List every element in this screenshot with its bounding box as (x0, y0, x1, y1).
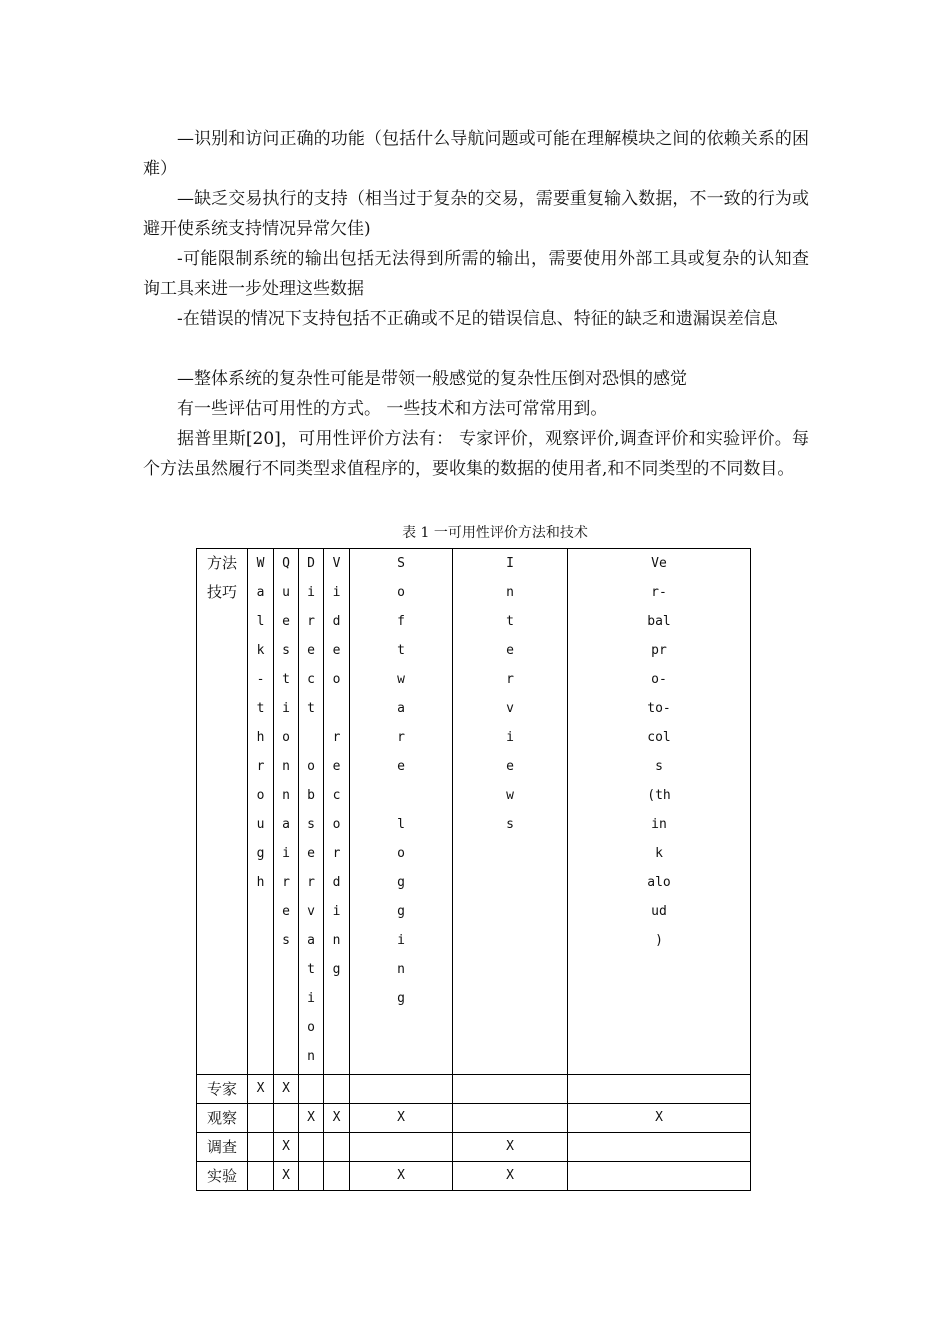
technique-header-char: a (256, 585, 265, 600)
technique-header-char: r (307, 875, 315, 890)
technique-header-char: o (307, 759, 315, 774)
technique-header-char: o (307, 1020, 315, 1035)
mark-cell: X (453, 1162, 568, 1191)
technique-header-char: l (397, 817, 405, 832)
technique-header-char: r (397, 730, 405, 745)
mark-cell: X (248, 1075, 274, 1104)
mark-cell: X (350, 1162, 453, 1191)
technique-header-char (324, 694, 349, 723)
technique-header-char: r (506, 672, 514, 687)
mark-cell: X (274, 1133, 299, 1162)
corner-label-techniques: 技巧 (206, 583, 237, 601)
technique-header-char: bal (647, 614, 671, 629)
technique-header-char: col (647, 730, 671, 745)
method-label: 实验 (197, 1162, 248, 1191)
technique-header-char: g (397, 991, 405, 1006)
mark-cell (350, 1075, 453, 1104)
table-body (197, 1075, 751, 1191)
mark-cell (453, 1104, 568, 1133)
table-row (197, 1104, 751, 1133)
mark-cell (248, 1162, 274, 1191)
mark-cell: X (274, 1075, 299, 1104)
paragraph-5: —整体系统的复杂性可能是带领一般感觉的复杂性压倒对恐惧的感觉 (177, 369, 687, 389)
technique-header-char: ud (651, 904, 667, 919)
corner-header (197, 549, 248, 1075)
technique-header-char (350, 781, 452, 810)
mark-cell (299, 1133, 324, 1162)
technique-header-char: e (332, 643, 341, 658)
technique-header (453, 549, 568, 1075)
technique-header (350, 549, 453, 1075)
technique-header-char: n (332, 933, 341, 948)
technique-header-char: e (332, 759, 341, 774)
technique-header-char: n (282, 759, 290, 774)
table-row (197, 1162, 751, 1191)
table-caption: 表 1 一可用性评价方法和技术 (402, 525, 588, 541)
mark-cell (568, 1075, 751, 1104)
technique-header-char: a (307, 933, 315, 948)
mark-cell: X (274, 1162, 299, 1191)
technique-header-char: g (332, 962, 341, 977)
method-label: 专家 (197, 1075, 248, 1104)
technique-header-char: s (307, 817, 315, 832)
mark-cell (324, 1075, 350, 1104)
technique-header-char: k (655, 846, 663, 861)
technique-header-char: e (307, 846, 315, 861)
technique-header-char: - (256, 672, 265, 687)
technique-header-char: o (332, 672, 341, 687)
mark-cell (350, 1133, 453, 1162)
technique-header-char: v (307, 904, 315, 919)
technique-header-char: g (397, 904, 405, 919)
technique-header-char: s (506, 817, 514, 832)
mark-cell (568, 1133, 751, 1162)
technique-header-char: r (307, 614, 315, 629)
technique-header (568, 549, 751, 1075)
usability-methods-table (196, 548, 751, 1191)
technique-header-char: e (397, 759, 405, 774)
mark-cell: X (299, 1104, 324, 1133)
technique-header-char: i (397, 933, 405, 948)
technique-header (248, 549, 274, 1075)
technique-header-char: t (256, 701, 265, 716)
technique-header-char: Ve (651, 556, 667, 571)
mark-cell (299, 1162, 324, 1191)
technique-header-char: D (307, 556, 315, 571)
technique-header-char: e (307, 643, 315, 658)
technique-header-char: r (282, 875, 290, 890)
technique-header-char: i (282, 701, 290, 716)
technique-header-char: t (506, 614, 514, 629)
paragraph-2: —缺乏交易执行的支持（相当过于复杂的交易，需要重复输入数据，不一致的行为或避开使系统支持情况异常欠佳) (143, 189, 809, 239)
mark-cell (453, 1075, 568, 1104)
technique-header-char: i (307, 991, 315, 1006)
technique-header-char: t (282, 672, 290, 687)
mark-cell (324, 1162, 350, 1191)
corner-label-methods: 方法 (206, 554, 237, 572)
technique-header-char: e (282, 614, 290, 629)
technique-header-char: s (655, 759, 663, 774)
technique-header-char: in (651, 817, 667, 832)
technique-header (274, 549, 299, 1075)
paragraph-6: 有一些评估可用性的方式。 一些技术和方法可常常用到。 (177, 399, 608, 419)
technique-header-char: s (282, 933, 290, 948)
mark-cell: X (324, 1104, 350, 1133)
table-row (197, 1075, 751, 1104)
technique-header-char: d (332, 614, 341, 629)
technique-header-char: o (397, 846, 405, 861)
technique-header-char: W (256, 556, 265, 571)
technique-header-char: g (256, 846, 265, 861)
technique-header (324, 549, 350, 1075)
technique-header-char: s (282, 643, 290, 658)
technique-header-char: h (256, 730, 265, 745)
technique-header-char (299, 723, 323, 752)
technique-header-char: f (397, 614, 405, 629)
technique-header-char: pr (651, 643, 667, 658)
technique-header-char: i (332, 904, 341, 919)
technique-header-char: n (282, 788, 290, 803)
technique-header-char: a (397, 701, 405, 716)
technique-header-char: r (332, 730, 341, 745)
technique-header-char: h (256, 875, 265, 890)
technique-header-char: V (332, 556, 341, 571)
mark-cell (324, 1133, 350, 1162)
technique-header-char: g (397, 875, 405, 890)
technique-header-char: r- (651, 585, 667, 600)
technique-header-char: S (397, 556, 405, 571)
paragraph-4: -在错误的情况下支持包括不正确或不足的错误信息、特征的缺乏和遗漏误差信息 (177, 309, 778, 329)
technique-header-char: e (506, 643, 514, 658)
technique-header-char: o (397, 585, 405, 600)
mark-cell (248, 1104, 274, 1133)
technique-header-char: w (397, 672, 405, 687)
technique-header-char: l (256, 614, 265, 629)
mark-cell: X (453, 1133, 568, 1162)
technique-header-char: u (256, 817, 265, 832)
technique-header-char: I (506, 556, 514, 571)
mark-cell: X (350, 1104, 453, 1133)
technique-header-char: v (506, 701, 514, 716)
technique-header-char: t (397, 643, 405, 658)
technique-header-char: Q (282, 556, 290, 571)
paragraph-1: —识别和访问正确的功能（包括什么导航问题或可能在理解模块之间的依赖关系的困难） (143, 129, 809, 179)
mark-cell: X (568, 1104, 751, 1133)
mark-cell (568, 1162, 751, 1191)
mark-cell (299, 1075, 324, 1104)
technique-header-char: c (332, 788, 341, 803)
technique-header-char: t (307, 701, 315, 716)
technique-header-char: i (282, 846, 290, 861)
technique-header-char: i (506, 730, 514, 745)
table-row (197, 1133, 751, 1162)
paragraph-3: -可能限制系统的输出包括无法得到所需的输出，需要使用外部工具或复杂的认知查询工具来进一步处理这些数据 (143, 249, 809, 299)
technique-header-char: (th (647, 788, 671, 803)
technique-header-char: n (397, 962, 405, 977)
technique-header-char: o (256, 788, 265, 803)
technique-header-char: a (282, 817, 290, 832)
technique-header-char: o- (651, 672, 667, 687)
technique-header-char: i (307, 585, 315, 600)
table-header-row (197, 549, 751, 1075)
technique-header-char: ) (655, 933, 663, 948)
mark-cell (274, 1104, 299, 1133)
technique-header-char: to- (647, 701, 671, 716)
technique-header-char: e (282, 904, 290, 919)
paragraph-7: 据普里斯[20]，可用性评价方法有： 专家评价，观察评价,调查评价和实验评价。每个方法虽然履行不同类型求值程序的，要收集的数据的使用者,和不同类型的不同数目。 (143, 429, 809, 479)
technique-header-char: n (307, 1049, 315, 1064)
technique-header-char: u (282, 585, 290, 600)
technique-header-char: b (307, 788, 315, 803)
technique-header-char: t (307, 962, 315, 977)
technique-header-char: i (332, 585, 341, 600)
method-label: 观察 (197, 1104, 248, 1133)
technique-header-char: r (332, 846, 341, 861)
technique-header-char: r (256, 759, 265, 774)
technique-header (299, 549, 324, 1075)
technique-header-char: o (332, 817, 341, 832)
technique-header-char: d (332, 875, 341, 890)
technique-header-char: alo (647, 875, 671, 890)
technique-header-char: e (506, 759, 514, 774)
technique-header-char: w (506, 788, 514, 803)
technique-header-char: o (282, 730, 290, 745)
technique-header-char: k (256, 643, 265, 658)
technique-header-char: n (506, 585, 514, 600)
method-label: 调查 (197, 1133, 248, 1162)
technique-header-char: c (307, 672, 315, 687)
mark-cell (248, 1133, 274, 1162)
